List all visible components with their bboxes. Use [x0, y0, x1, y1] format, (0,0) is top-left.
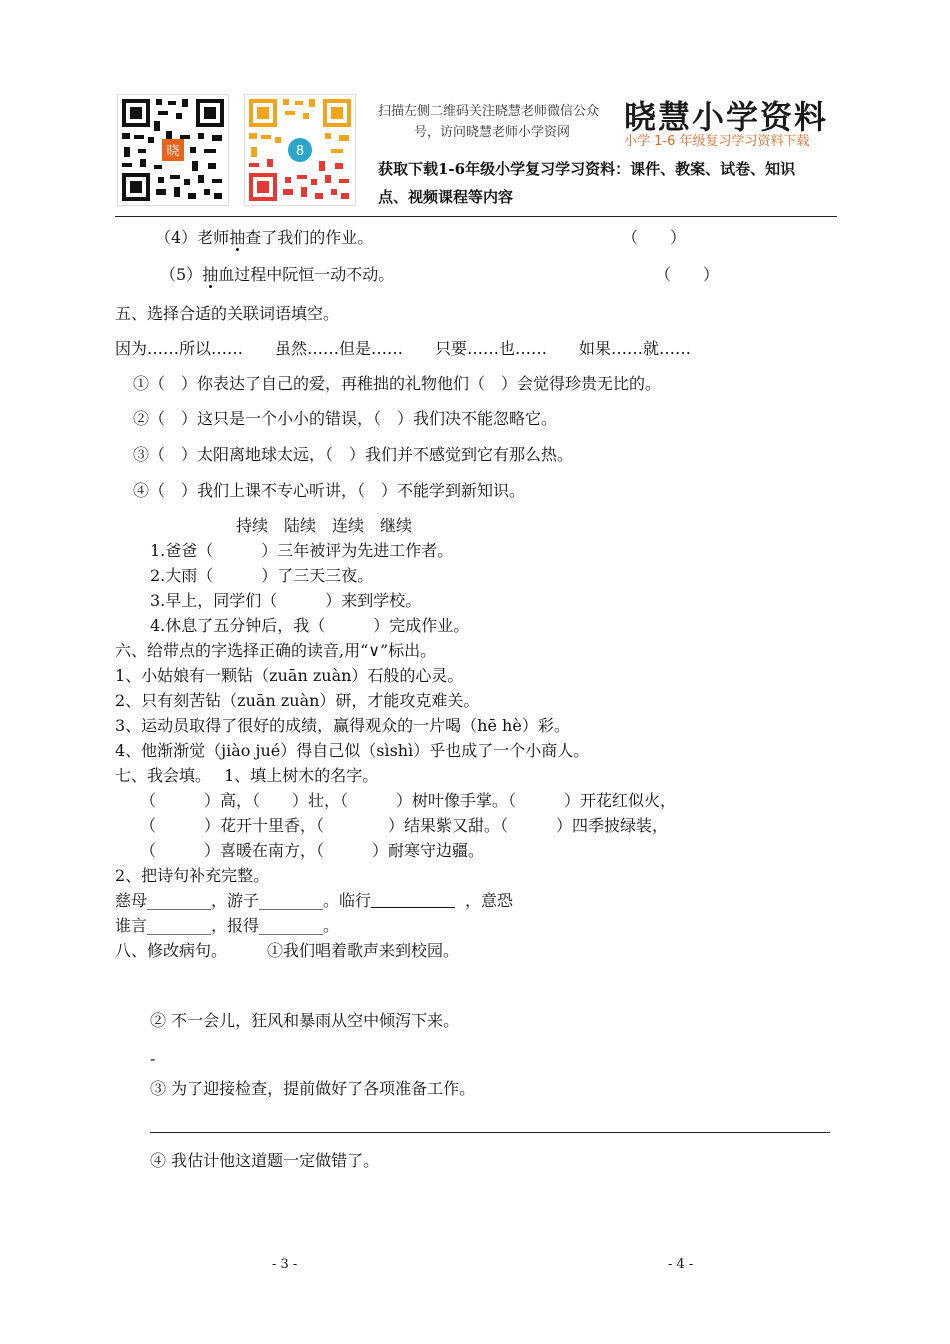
qr-badge-text-2: 8: [295, 144, 305, 159]
s4-item-4-post: 查了我们的作业。: [245, 228, 374, 247]
s7-poem-blank[interactable]: [371, 891, 455, 908]
s5-word-bank: 持续 陆续 连续 继续: [236, 516, 413, 535]
s6-s1[interactable]: 1、小姑娘有一颗钻（zuān zuàn）石般的心灵。: [115, 666, 464, 685]
s4-item-5-dotted-char: 抽: [202, 265, 219, 284]
s7-row2[interactable]: （ ）花开十里香，（ ）结果紫又甜。（ ）四季披绿装，: [140, 816, 669, 835]
page-number-left: - 3 -: [272, 1257, 298, 1272]
s8-title: 八、修改病句。 ①我们唱着歌声来到校园。: [115, 941, 460, 960]
page-number-right: - 4 -: [668, 1257, 694, 1272]
s5-options: 因为……所以…… 虽然……但是…… 只要……也…… 如果……就……: [115, 339, 692, 358]
s7-poem-line1-a: 慈母________，游子________。临行: [115, 891, 372, 910]
s6-s4[interactable]: 4、他渐渐觉（jiào jué）得自己似（sìshì）乎也成了一个小商人。: [115, 741, 590, 760]
header-desc-line1: 获取下载1-6年级小学复习学习资料：课件、教案、试卷、知识: [378, 160, 796, 178]
s5-q3[interactable]: ③（ ）太阳离地球太远，（ ）我们并不感觉到它有那么热。: [133, 445, 574, 464]
qr-badge-text-1: 晓: [166, 144, 180, 159]
s8-s2: ② 不一会儿，狂风和暴雨从空中倾泻下来。: [150, 1011, 460, 1030]
s6-title: 六、给带点的字选择正确的读音,用“∨”标出。: [115, 641, 437, 660]
s5-w4[interactable]: 4.休息了五分钟后，我（ ）完成作业。: [150, 616, 470, 635]
s5-q2[interactable]: ②（ ）这只是一个小小的错误，（ ）我们决不能忽略它。: [133, 409, 558, 428]
qr-code-pattern-colored: [245, 95, 355, 205]
s8-dash: -: [150, 1049, 156, 1068]
qr-code-pattern-black: [118, 95, 228, 205]
s6-s3[interactable]: 3、运动员取得了很好的成绩，赢得观众的一片喝（hē hè）彩。: [115, 716, 570, 735]
s5-w3[interactable]: 3.早上，同学们（ ）来到学校。: [150, 591, 422, 610]
s7-poem-line1[interactable]: [115, 890, 513, 912]
s5-title: 五、选择合适的关联词语填空。: [115, 304, 340, 323]
brand-subtitle: 小学 1-6 年级复习学习资料下载: [624, 134, 810, 149]
s7-poem-line1-b: ，意恐: [465, 891, 514, 910]
s5-w1[interactable]: 1.爸爸（ ）三年被评为先进工作者。: [150, 541, 454, 560]
qr-note-line2: 号，访问晓慧老师小学资网: [414, 125, 571, 140]
s4-item-5-answer[interactable]: （ ）: [655, 265, 720, 284]
s5-q1[interactable]: ①（ ）你表达了自己的爱，再稚拙的礼物他们（ ）会觉得珍贵无比的。: [133, 374, 662, 393]
qr-note-line1: 扫描左侧二维码关注晓慧老师微信公众: [378, 104, 600, 119]
s4-item-4-pre: （4）老师: [155, 228, 230, 247]
s8-s4: ④ 我估计他这道题一定做错了。: [150, 1151, 380, 1170]
s7-row1[interactable]: （ ）高，（ ）壮，（ ）树叶像手掌。（ ）开花红似火，: [140, 791, 677, 810]
s4-item-4-answer[interactable]: （ ）: [622, 228, 687, 247]
s4-item-5: [160, 264, 394, 286]
s7-poem-line2[interactable]: 谁言________，报得________。: [115, 916, 340, 935]
qr-code-wechat[interactable]: [117, 94, 229, 206]
s6-s2[interactable]: 2、只有刻苦钻（zuān zuàn）研，才能攻克难关。: [115, 691, 480, 710]
s5-q4[interactable]: ④（ ）我们上课不专心听讲，（ ）不能学到新知识。: [133, 481, 526, 500]
header-divider: [115, 216, 837, 217]
s7-title: 七、我会填。 1、填上树木的名字。: [115, 766, 379, 785]
s4-item-4: [155, 227, 373, 249]
s7-poem-title: 2、把诗句补充完整。: [115, 866, 270, 885]
s4-item-5-post: 血过程中阮恒一动不动。: [218, 265, 395, 284]
s5-w2[interactable]: 2.大雨（ ）了三天三夜。: [150, 566, 374, 585]
s4-item-5-pre: （5）: [160, 265, 203, 284]
s4-item-4-dotted-char: 抽: [229, 228, 246, 247]
s8-answer-line[interactable]: [150, 1132, 830, 1133]
s7-row3[interactable]: （ ）喜暖在南方，（ ）耐寒守边疆。: [140, 841, 485, 860]
header-desc-line2: 点、视频课程等内容: [378, 188, 514, 206]
s8-s3: ③ 为了迎接检查，提前做好了各项准备工作。: [150, 1079, 476, 1098]
qr-code-website[interactable]: [244, 94, 356, 206]
brand-title: 晓慧小学资料: [624, 98, 829, 136]
